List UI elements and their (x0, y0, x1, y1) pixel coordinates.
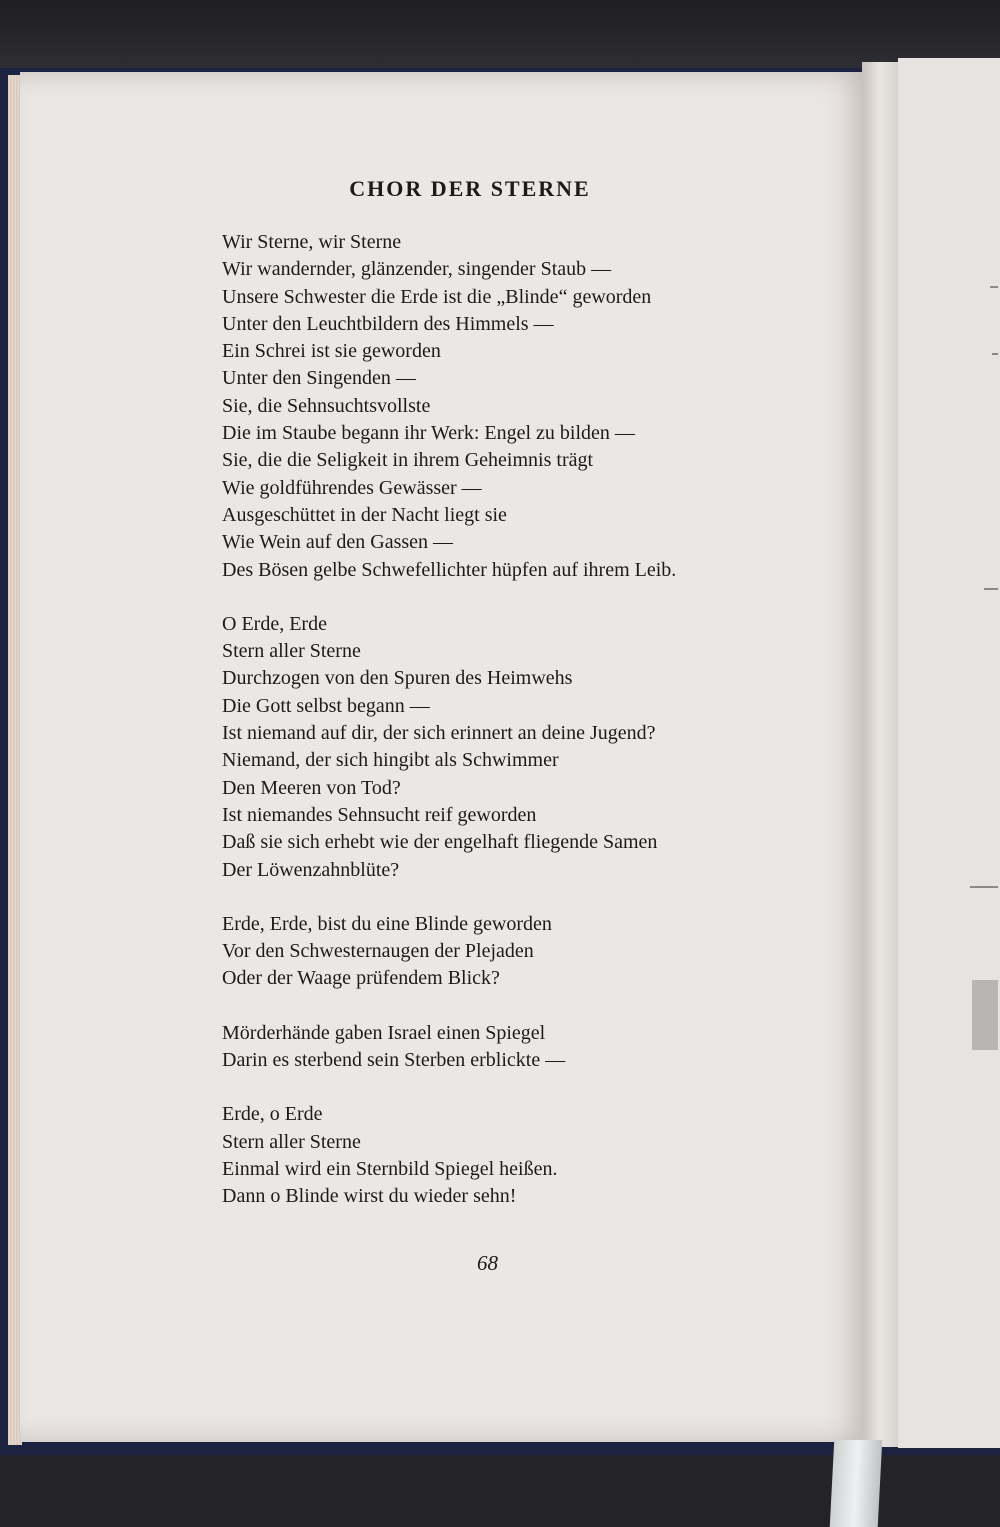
poem-line: Vor den Schwesternaugen der Plejaden (222, 940, 534, 963)
poem-line: Ist niemandes Sehnsucht reif geworden (222, 803, 537, 826)
poem-line: Darin es sterbend sein Sterben erblickte — (222, 1049, 566, 1072)
stanza (222, 1101, 842, 1210)
right-page (898, 58, 1000, 1448)
facing-page-mark (992, 353, 998, 355)
poem-body (222, 229, 842, 1238)
stanza (222, 1020, 842, 1075)
poem-line: Sie, die die Seligkeit in ihrem Geheimnis trägt (222, 449, 594, 472)
stanza (222, 611, 842, 884)
stanza (222, 911, 842, 993)
poem-line: Den Meeren von Tod? (222, 776, 401, 799)
poem-line: Wie goldführendes Gewässer — (222, 476, 482, 499)
poem-line: O Erde, Erde (222, 612, 327, 635)
poem-line: Unter den Leuchtbildern des Himmels — (222, 312, 554, 335)
poem-line: Sie, die Sehnsuchtsvollste (222, 394, 431, 417)
poem-line: Unsere Schwester die Erde ist die „Blinde“ geworden (222, 285, 652, 308)
poem-line: Durchzogen von den Spuren des Heimwehs (222, 667, 573, 690)
poem-line: Des Bösen gelbe Schwefellichter hüpfen auf ihrem Leib. (222, 558, 677, 581)
poem-line: Erde, Erde, bist du eine Blinde geworden (222, 912, 552, 935)
book-gutter (862, 62, 902, 1447)
poem-line: Dann o Blinde wirst du wieder sehn! (222, 1185, 517, 1208)
facing-page-mark (990, 286, 998, 288)
facing-page-mark (972, 980, 998, 1050)
poem-line: Stern aller Sterne (222, 1130, 361, 1153)
poem-line: Mörderhände gaben Israel einen Spiegel (222, 1021, 546, 1044)
poem-line: Wir Sterne, wir Sterne (222, 231, 402, 253)
poem-line: Der Löwenzahnblüte? (222, 858, 400, 881)
facing-page-mark (984, 588, 998, 590)
poem-line: Ist niemand auf dir, der sich erinnert an deine Jugend? (222, 722, 656, 745)
poem-line: Einmal wird ein Sternbild Spiegel heißen. (222, 1157, 558, 1180)
poem-line: Wir wandernder, glänzender, singender Staub — (222, 258, 612, 281)
poem-line: Wie Wein auf den Gassen — (222, 531, 454, 554)
poem-title: CHOR DER STERNE (349, 176, 591, 201)
poem-line: Daß sie sich erhebt wie der engelhaft fliegende Samen (222, 831, 658, 854)
poem-line: Unter den Singenden — (222, 367, 416, 390)
bookmark-ribbon (830, 1440, 883, 1527)
poem-line: Die im Staube begann ihr Werk: Engel zu bilden — (222, 422, 635, 445)
page-number: 68 (477, 1251, 498, 1275)
poem-line: Niemand, der sich hingibt als Schwimmer (222, 749, 559, 772)
poem-line: Ein Schrei ist sie geworden (222, 340, 441, 363)
poem-line: Erde, o Erde (222, 1103, 323, 1126)
facing-page-mark (970, 886, 998, 888)
poem-line: Die Gott selbst begann — (222, 694, 430, 717)
poem-line: Oder der Waage prüfendem Blick? (222, 967, 500, 990)
poem-line: Stern aller Sterne (222, 640, 361, 663)
poem-line: Ausgeschüttet in der Nacht liegt sie (222, 503, 507, 526)
stanza (222, 229, 842, 584)
